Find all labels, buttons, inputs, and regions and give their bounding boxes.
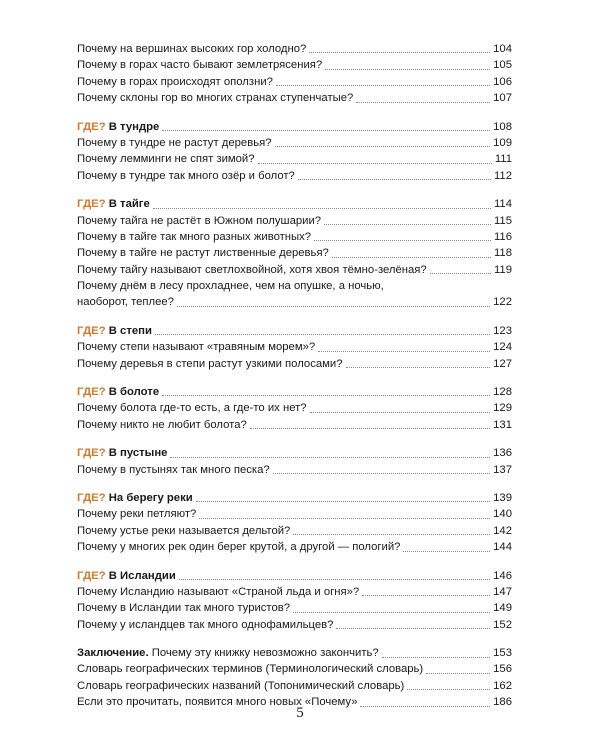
toc-entry-page: 105: [493, 59, 512, 72]
toc-entry-title: Почему в тайге так много разных животных?: [77, 230, 312, 243]
toc-entry-page: 186: [493, 696, 512, 709]
toc-entry-title: Почему на вершинах высоких гор холодно?: [77, 42, 307, 55]
dot-leader: [318, 351, 490, 352]
toc-section-tundra: [77, 119, 512, 185]
toc-section-swamp: [77, 384, 512, 433]
toc-entry-page: 139: [493, 491, 512, 504]
dot-leader: [258, 163, 492, 164]
toc-entry-page: 112: [493, 169, 512, 182]
toc-entry-title: Почему деревья в степи растут узкими полосами?: [77, 357, 343, 370]
toc-entry-page: 136: [493, 447, 512, 460]
dot-leader: [356, 102, 490, 103]
toc-entry-title: Почему в пустынях так много песка?: [77, 463, 270, 476]
toc-entry-page: 107: [493, 92, 512, 105]
toc-entry[interactable]: [77, 462, 512, 478]
toc-entry-page: 124: [493, 341, 512, 354]
toc-entry-title: Почему у исландцев так много однофамильцев?: [77, 618, 334, 631]
toc-entry-title: Словарь географических терминов (Терминологический словарь): [77, 663, 424, 676]
toc-entry-conclusion[interactable]: [77, 645, 512, 661]
heading-text: В Исландии: [108, 569, 176, 582]
conclusion-label: Заключение.: [77, 647, 149, 660]
table-of-contents: [77, 41, 512, 723]
toc-entry[interactable]: [77, 262, 512, 278]
toc-entry-title: [77, 645, 379, 661]
toc-entry-page: 128: [493, 386, 512, 399]
toc-entry[interactable]: [77, 539, 512, 555]
toc-entry[interactable]: [77, 168, 512, 184]
dot-leader: [155, 334, 490, 335]
dot-leader: [196, 501, 490, 502]
toc-entry[interactable]: [77, 135, 512, 151]
toc-entry-page: 131: [493, 418, 512, 431]
dot-leader: [407, 689, 490, 690]
toc-entry-page: 114: [493, 198, 512, 211]
toc-entry-title: Почему в тундре не растут деревья?: [77, 136, 272, 149]
toc-entry-title: Почему в горах происходят оползни?: [77, 75, 273, 88]
toc-entry-page: 118: [493, 247, 512, 260]
toc-entry-page: 149: [493, 602, 512, 615]
toc-entry-title: Почему никто не любит болота?: [77, 418, 247, 431]
toc-heading-title: [77, 490, 193, 506]
dot-leader: [199, 518, 490, 519]
toc-entry-title: Почему склоны гор во многих странах ступенчатые?: [77, 92, 354, 105]
toc-section-heading[interactable]: [77, 490, 512, 506]
toc-section-iceland: [77, 568, 512, 634]
toc-entry[interactable]: [77, 600, 512, 616]
conclusion-text: Почему эту книжку невозможно закончить?: [148, 647, 379, 660]
toc-entry-page: 156: [493, 663, 512, 676]
dot-leader: [430, 273, 491, 274]
heading-text: В пустыне: [108, 447, 168, 460]
dot-leader: [362, 595, 490, 596]
toc-entry[interactable]: [77, 90, 512, 106]
toc-section-heading[interactable]: [77, 568, 512, 584]
toc-entry-page: 109: [493, 136, 512, 149]
dot-leader: [276, 85, 490, 86]
toc-entry[interactable]: [77, 662, 512, 678]
dot-leader: [293, 534, 490, 535]
heading-text: В степи: [108, 324, 152, 337]
toc-entry-multiline[interactable]: [77, 278, 512, 311]
dot-leader: [310, 412, 491, 413]
page-number: 5: [296, 705, 304, 721]
toc-entry[interactable]: [77, 245, 512, 261]
toc-entry-title: Почему степи называют «травяным морем»?: [77, 341, 316, 354]
toc-section-heading[interactable]: [77, 384, 512, 400]
heading-text: В тайге: [108, 198, 150, 211]
toc-entry[interactable]: [77, 400, 512, 416]
where-label: ГДЕ?: [77, 491, 106, 504]
dot-leader: [162, 130, 490, 131]
toc-entry-page: 152: [493, 618, 512, 631]
toc-entry-page: 162: [493, 679, 512, 692]
toc-entry-page: 129: [493, 402, 512, 415]
heading-text: В болоте: [108, 386, 160, 399]
dot-leader: [275, 146, 491, 147]
toc-entry-title: Словарь географических названий (Топонимический словарь): [77, 679, 405, 692]
toc-entry-title: Если это прочитать, появится много новых «Почему»: [77, 696, 358, 709]
dot-leader: [162, 395, 490, 396]
toc-entry-title: Почему у многих рек один берег крутой, а другой — пологий?: [77, 541, 401, 554]
toc-entry-title: Почему болота где-то есть, а где-то их нет?: [77, 402, 307, 415]
toc-entry-page: 115: [493, 214, 512, 227]
toc-entry[interactable]: [77, 213, 512, 229]
toc-entry-page: 140: [493, 508, 512, 521]
toc-entry-page: 127: [493, 357, 512, 370]
toc-entry-page: 116: [493, 230, 512, 243]
toc-entry[interactable]: [77, 229, 512, 245]
heading-text: В тундре: [108, 120, 160, 133]
dot-leader: [177, 306, 490, 307]
dot-leader: [324, 224, 491, 225]
toc-heading-title: [77, 568, 176, 584]
toc-entry[interactable]: [77, 417, 512, 433]
toc-heading-title: [77, 445, 167, 461]
heading-text: На берегу реки: [108, 491, 193, 504]
dot-leader: [336, 628, 490, 629]
toc-entry[interactable]: [77, 74, 512, 90]
toc-section-heading[interactable]: [77, 119, 512, 135]
dot-leader: [382, 657, 490, 658]
dot-leader: [346, 367, 491, 368]
toc-entry-title-line2: наоборот, теплее?: [77, 296, 174, 309]
toc-entry[interactable]: [77, 356, 512, 372]
toc-entry-title: Почему лемминги не спят зимой?: [77, 153, 255, 166]
toc-entry-title: Почему в горах часто бывают землетрясения?: [77, 59, 323, 72]
toc-section-mountains: [77, 41, 512, 107]
toc-entry-page: 123: [493, 324, 512, 337]
dot-leader: [309, 52, 490, 53]
where-label: ГДЕ?: [77, 447, 106, 460]
where-label: ГДЕ?: [77, 386, 106, 399]
toc-entry-page: 142: [493, 524, 512, 537]
dot-leader: [153, 208, 491, 209]
toc-entry[interactable]: [77, 41, 512, 57]
where-label: ГДЕ?: [77, 569, 106, 582]
dot-leader: [298, 179, 491, 180]
dot-leader: [273, 473, 490, 474]
toc-entry[interactable]: [77, 339, 512, 355]
toc-section-desert: [77, 445, 512, 478]
toc-entry-page: 119: [493, 263, 512, 276]
toc-entry[interactable]: [77, 151, 512, 167]
toc-entry[interactable]: [77, 584, 512, 600]
toc-entry-title: Почему устье реки называется дельтой?: [77, 524, 291, 537]
toc-entry-title: Почему в тундре так много озёр и болот?: [77, 169, 295, 182]
toc-section-heading[interactable]: [77, 445, 512, 461]
dot-leader: [250, 428, 490, 429]
dot-leader: [332, 257, 491, 258]
toc-heading-title: [77, 323, 152, 339]
toc-entry-title: Почему в тайге не растут лиственные деревья?: [77, 247, 329, 260]
toc-entry-page: 153: [493, 647, 512, 660]
toc-entry[interactable]: [77, 678, 512, 694]
dot-leader: [170, 457, 490, 458]
dot-leader: [403, 551, 490, 552]
toc-section-steppe: [77, 323, 512, 372]
toc-entry-title-line1: Почему днём в лесу прохладнее, чем на опушке, а ночью,: [77, 280, 384, 293]
dot-leader: [325, 69, 490, 70]
dot-leader: [314, 240, 491, 241]
toc-entry-line2: [77, 294, 512, 310]
toc-entry-title: Почему тайгу называют светлохвойной, хотя хвоя тёмно-зелёная?: [77, 263, 427, 276]
toc-entry-page: 146: [493, 569, 512, 582]
where-label: ГДЕ?: [77, 324, 106, 337]
toc-entry-page: 106: [493, 75, 512, 88]
dot-leader: [426, 673, 490, 674]
toc-section-taiga: [77, 196, 512, 311]
toc-entry-page: 111: [494, 153, 512, 166]
dot-leader: [293, 612, 490, 613]
toc-entry-page: 144: [493, 541, 512, 554]
toc-entry[interactable]: [77, 57, 512, 73]
toc-entry-page: 104: [493, 42, 512, 55]
dot-leader: [179, 579, 490, 580]
toc-heading-title: [77, 119, 159, 135]
toc-entry[interactable]: [77, 523, 512, 539]
toc-section-heading[interactable]: [77, 323, 512, 339]
toc-entry[interactable]: [77, 506, 512, 522]
toc-entry-title: Почему реки петляют?: [77, 508, 197, 521]
toc-entry-title: Почему тайга не растёт в Южном полушарии?: [77, 214, 322, 227]
toc-entry[interactable]: [77, 617, 512, 633]
toc-entry-page: 137: [493, 463, 512, 476]
toc-heading-title: [77, 196, 150, 212]
where-label: ГДЕ?: [77, 120, 106, 133]
toc-entry-title: Почему в Исландии так много туристов?: [77, 602, 291, 615]
where-label: ГДЕ?: [77, 198, 106, 211]
toc-section-heading[interactable]: [77, 196, 512, 212]
toc-section-river: [77, 490, 512, 556]
toc-entry-page: 122: [493, 296, 512, 309]
toc-entry-page: 108: [493, 120, 512, 133]
toc-entry-title: Почему Исландию называют «Страной льда и огня»?: [77, 585, 360, 598]
toc-entry-page: 147: [493, 585, 512, 598]
toc-heading-title: [77, 384, 159, 400]
toc-section-final: [77, 645, 512, 711]
